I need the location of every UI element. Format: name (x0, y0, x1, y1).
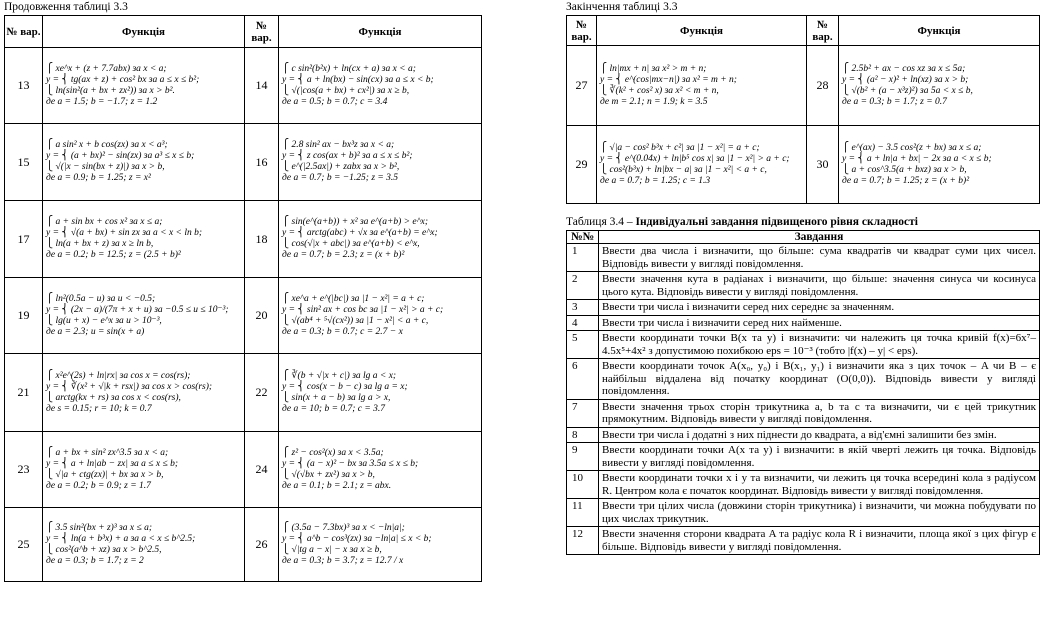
parameter-line: де a = 0.7; b = −1.25; z = 3.5 (282, 173, 399, 183)
formula-line: ⎧ √|a − cos² b³x + c²| за |1 − x²| = a + c; (600, 142, 760, 153)
variant-row (5, 124, 482, 201)
header-function: Функція (839, 16, 1040, 46)
variant-function (279, 508, 482, 582)
formula-line: ⎧ a sin² x + b cos(zx) за x < a³; (46, 140, 168, 150)
formula-line: ⎩ lg(u + x) − e^x за u > 10⁻³, (46, 315, 162, 326)
header-num: № вар. (245, 16, 279, 48)
formula-line: y = ⎨ a + ln|a + bx| − 2x за a < x ≤ b; (842, 153, 992, 164)
parameter-line: де a = 0.3; b = 3.7; z = 12.7 / x (282, 555, 404, 566)
variant-number: 26 (245, 508, 279, 582)
variant-function (279, 48, 482, 124)
formula-line: y = ⎨ ∛(x² + √|k + rsx|) за cos x > cos(rs); (46, 381, 213, 392)
header-num: № вар. (5, 16, 43, 48)
table-header-row (567, 16, 1040, 46)
formula-line: y = ⎨ (2x − a)/(7π + x + u) за −0.5 ≤ u ≤ 10⁻³; (46, 304, 229, 315)
parameter-line: де m = 2.1; n = 1.9; k = 3.5 (600, 96, 708, 107)
formula-line: ⎧ ∛(b + √|x + c|) за lg a < x; (282, 370, 397, 381)
variant-function (279, 432, 482, 508)
parameter-line: де s = 0.15; r = 10; k = 0.7 (46, 403, 152, 414)
formula-line: ⎩ e^(|2.5ax|) + zabx за x > b², (282, 162, 400, 172)
task-row (567, 244, 1040, 272)
task-number: 12 (567, 527, 599, 555)
tasks-header-num: №№ (567, 231, 599, 244)
formula-line: ⎧ 2.8 sin² ax − bx³z за x < a; (282, 140, 395, 150)
formula-line: y = ⎨ sin² ax + cos bc за |1 − x²| > a + c; (282, 304, 444, 315)
formula-line: y = ⎨ a + ln|ab − zx| за a ≤ x ≤ b; (46, 458, 178, 469)
formula-line: ⎧ e^(ax) − 3.5 cos²(z + bx) за x ≤ a; (842, 142, 982, 153)
variant-row (5, 508, 482, 582)
task-number: 4 (567, 315, 599, 331)
left-page (4, 0, 482, 582)
task-text: Ввести значення трьох сторін трикутника a, b та c та визначити, чи є цей трикутник прямокутним. Відповідь вивести у вигляді повідомлення. (599, 399, 1040, 427)
variant-function (279, 201, 482, 278)
variant-number: 13 (5, 48, 43, 124)
parameter-line: де a = 0.2; b = 0.9; z = 1.7 (46, 480, 151, 491)
formula-line: ⎩ sin(x + a − b) за lg a > x, (282, 392, 391, 403)
formula-line: ⎧ ln²(0.5a − u) за u < −0.5; (46, 293, 156, 304)
formula-line: ⎧ xe^x + (z + 7.7abx) за x < a; (46, 63, 167, 74)
variant-number: 14 (245, 48, 279, 124)
formula-line: y = ⎨ e^(0.04x) + ln|b⁵ cos x| за |1 − x²| > a + c; (600, 153, 790, 164)
task-row (567, 331, 1040, 359)
task-number: 2 (567, 272, 599, 300)
formula-line: ⎧ ln|mx + n| за x² > m + n; (600, 63, 707, 74)
task-text: Ввести три цілих числа (довжини сторін трикутника) і визначити, чи можна побудувати по цих числах трикутник. (599, 499, 1040, 527)
parameter-line: де a = 0.9; b = 1.25; z = x² (46, 173, 151, 183)
parameter-line: де a = 10; b = 0.7; c = 3.7 (282, 403, 386, 414)
task-text: Ввести координати точки x i y та визначити, чи лежить ця точка всередині кола з радіусом R. Центром кола є початок координат. Відповідь вивести у вигляді повідомлення. (599, 471, 1040, 499)
task-text: Ввести три числа і визначити серед них середнє за значенням. (599, 300, 1040, 316)
variant-function (43, 508, 245, 582)
variant-function (43, 354, 245, 432)
formula-line: y = ⎨ (a + bx)² − sin(zx) за a³ ≤ x ≤ b; (46, 151, 195, 161)
variant-number: 28 (807, 46, 839, 126)
variant-row (5, 48, 482, 124)
parameter-line: де a = 0.3; b = 1.7; z = 0.7 (842, 96, 947, 107)
task-text: Ввести значення сторони квадрата A та радіус кола R і визначити, площа якої з цих фігур є більше. Відповідь вивести у вигляді повідомлення. (599, 527, 1040, 555)
formula-line: ⎩ a + cos^3.5(a + bxz) за x > b, (842, 164, 967, 175)
formula-line: ⎧ c sin²(b²x) + ln(cx + a) за x < a; (282, 63, 416, 74)
header-function: Функція (597, 16, 807, 46)
caption-title: Індивідуальні завдання підвищеного рівня складності (635, 216, 918, 228)
tasks-header-task: Завдання (599, 231, 1040, 244)
parameter-line: де a = 0.1; b = 2.1; z = abx. (282, 480, 392, 491)
task-number: 1 (567, 244, 599, 272)
variant-number: 22 (245, 354, 279, 432)
task-text: Ввести координати точок A(x₀, y₀) і B(x₁, y₁) і визначити яка з цих точок – A чи B – є найбільш віддалена від початку координат (O(0,0)). Відповідь вивести у вигляді повідомлення. (599, 359, 1040, 400)
task-row (567, 315, 1040, 331)
formula-line: y = ⎨ √(a + bx) + sin zx за a < x < ln b; (46, 228, 203, 238)
variants-table-left (4, 15, 482, 582)
variant-number: 21 (5, 354, 43, 432)
variant-number: 20 (245, 278, 279, 354)
right-page (566, 0, 1040, 555)
variant-function (43, 278, 245, 354)
parameter-line: де a = 0.2; b = 12.5; z = (2.5 + b)² (46, 250, 181, 260)
variants-table-right (566, 15, 1040, 204)
variant-function (43, 201, 245, 278)
task-row (567, 499, 1040, 527)
header-function: Функція (279, 16, 482, 48)
formula-line: y = ⎨ e^(cos|mx−n|) за x² = m + n; (600, 74, 737, 85)
formula-line: ⎧ z² − cos²(x) за x < 3.5a; (282, 447, 384, 458)
table-header-row (5, 16, 482, 48)
variant-number: 15 (5, 124, 43, 201)
formula-line: ⎩ √|a + ctg(zx)| + bx за x > b, (46, 469, 164, 480)
variant-function (279, 354, 482, 432)
formula-line: ⎧ xe^a + e^(|bc|) за |1 − x²| = a + c; (282, 293, 425, 304)
task-row (567, 359, 1040, 400)
formula-line: y = ⎨ tg(ax + z) + cos² bx за a ≤ x ≤ b²; (46, 74, 200, 85)
parameter-line: де a = 0.7; b = 2.3; z = (x + b)² (282, 250, 405, 260)
parameter-line: де a = 0.3; b = 1.7; z = 2 (46, 555, 144, 566)
formula-line: y = ⎨ a^b − cos³(zx) за −ln|a| ≤ x < b; (282, 533, 432, 544)
formula-line: ⎧ (3.5a − 7.3bx)³ за x < −ln|a|; (282, 522, 405, 533)
parameter-line: де a = 0.7; b = 1.25; z = (x + b)² (842, 175, 970, 186)
task-row (567, 399, 1040, 427)
task-text: Ввести координати точки B(x та y) і визначити: чи належить ця точка кривій f(x)=6x⁷–4.5x⁵+4x² з допустимою похибкою eps = 10⁻³ (тобто |f(x) – y| < eps). (599, 331, 1040, 359)
formula-line: y = ⎨ (a − x)² − bx за 3.5a ≤ x ≤ b; (282, 458, 419, 469)
task-number: 9 (567, 443, 599, 471)
formula-line: ⎩ ∛(k² + cos² x) за x² < m + n, (600, 85, 719, 96)
parameter-line: де a = 0.7; b = 1.25; c = 1.3 (600, 175, 711, 186)
table-end-caption: Закінчення таблиці 3.3 (566, 1, 678, 13)
formula-line: ⎧ x²e^(2s) + ln|rx| за cos x = cos(rs); (46, 370, 191, 381)
task-row (567, 443, 1040, 471)
variant-number: 24 (245, 432, 279, 508)
parameter-line: де a = 2.3; u = sin(x + a) (46, 326, 145, 337)
formula-line: ⎩ ln(a + bx + z) за x ≥ ln b, (46, 239, 154, 249)
task-number: 6 (567, 359, 599, 400)
tasks-header-row (567, 231, 1040, 244)
task-row (567, 300, 1040, 316)
formula-line: ⎩ √(|x − sin(bx + z)|) за x > b, (46, 162, 165, 172)
task-number: 3 (567, 300, 599, 316)
formula-line: ⎩ √|tg a − x| − x за x ≥ b, (282, 544, 382, 555)
variant-number: 27 (567, 46, 597, 126)
formula-line: ⎩ ln(sin²(a + bx + zx²)) за x > b². (46, 85, 175, 96)
formula-line: ⎧ 2.5b² + ax − cos xz за x ≤ 5a; (842, 63, 966, 74)
formula-line: y = ⎨ arctg(abc) + √x за e^(a+b) = e^x; (282, 228, 438, 238)
formula-line: ⎧ a + sin bx + cos x² за x ≤ a; (46, 217, 163, 227)
formula-line: ⎩ cos²(b³x) + ln|bx − a| за |1 − x²| < a + c, (600, 164, 767, 175)
task-number: 10 (567, 471, 599, 499)
variant-number: 30 (807, 126, 839, 204)
task-row (567, 471, 1040, 499)
task-row (567, 527, 1040, 555)
task-row (567, 427, 1040, 443)
tasks-table (566, 230, 1040, 555)
variant-function (43, 48, 245, 124)
formula-line: ⎩ cos(√|x + abc|) за e^(a+b) < e^x, (282, 239, 420, 249)
variant-number: 23 (5, 432, 43, 508)
variant-row (5, 354, 482, 432)
variant-function (839, 46, 1040, 126)
parameter-line: де a = 0.3; b = 0.7; c = 2.7 − x (282, 326, 403, 337)
variant-number: 16 (245, 124, 279, 201)
variant-number: 19 (5, 278, 43, 354)
formula-line: y = ⎨ (a² − x)² + ln(xz) за x > b; (842, 74, 969, 85)
variant-row (5, 432, 482, 508)
task-text: Ввести координати точки A(x та y) і визначити: в якій чверті лежить ця точка. Відповідь вивести у вигляді повідомлення. (599, 443, 1040, 471)
task-text: Ввести три числа і визначити серед них найменше. (599, 315, 1040, 331)
variant-row (5, 278, 482, 354)
caption-prefix: Таблиця 3.4 – (566, 216, 636, 228)
variant-function (279, 278, 482, 354)
task-number: 5 (567, 331, 599, 359)
parameter-line: де a = 1.5; b = −1.7; z = 1.2 (46, 96, 158, 107)
formula-line: ⎩ √(b² + (a − x³z)²) за 5a < x ≤ b, (842, 85, 973, 96)
task-row (567, 272, 1040, 300)
formula-line: ⎧ a + bx + sin² zx^3.5 за x < a; (46, 447, 169, 458)
header-num: № вар. (567, 16, 597, 46)
variant-function (597, 46, 807, 126)
task-number: 7 (567, 399, 599, 427)
task-text: Ввести три числа і додатні з них піднести до квадрата, а від'ємні залишити без змін. (599, 427, 1040, 443)
formula-line: ⎩ cos²(a^b + xz) за x > b^2.5, (46, 544, 162, 555)
formula-line: y = ⎨ a + ln(bx) − sin(cx) за a ≤ x < b; (282, 74, 434, 85)
parameter-line: де a = 0.5; b = 0.7; c = 3.4 (282, 96, 388, 107)
variant-function (43, 124, 245, 201)
variant-number: 18 (245, 201, 279, 278)
formula-line: y = ⎨ cos(x − b − c) за lg a = x; (282, 381, 408, 392)
task-number: 11 (567, 499, 599, 527)
variant-function (839, 126, 1040, 204)
formula-line: ⎩ √(ab⁴ + ⁵√(cx²)) за |1 − x²| < a + c, (282, 315, 429, 326)
formula-line: ⎩ √(√bx + zx²) за x > b, (282, 469, 375, 480)
formula-line: ⎩ √(|cos(a + bx) + cx²|) за x ≥ b, (282, 85, 410, 96)
variant-function (597, 126, 807, 204)
variant-number: 25 (5, 508, 43, 582)
formula-line: ⎧ sin(e^(a+b)) + x² за e^(a+b) > e^x; (282, 217, 429, 227)
task-text: Ввести значення кута в радіанах і визначити, що більше: значення синуса чи косинуса цього кута. Відповідь вивести у вигляді повідомлення. (599, 272, 1040, 300)
variant-row (567, 46, 1040, 126)
table-3-4-caption (566, 214, 1040, 230)
header-num: № вар. (807, 16, 839, 46)
table-continuation-caption: Продовження таблиці 3.3 (4, 1, 128, 13)
formula-line: y = ⎨ ln(a + b³x) + a за a < x ≤ b^2.5; (46, 533, 196, 544)
formula-line: ⎧ 3.5 sin²(bx + z)³ за x ≤ a; (46, 522, 152, 533)
variant-row (5, 201, 482, 278)
task-number: 8 (567, 427, 599, 443)
variant-row (567, 126, 1040, 204)
variant-number: 17 (5, 201, 43, 278)
variant-function (43, 432, 245, 508)
header-function: Функція (43, 16, 245, 48)
task-text: Ввести два числа і визначити, що більше: сума квадратів чи квадрат суми цих чисел. Відповідь вивести у вигляді повідомлення. (599, 244, 1040, 272)
formula-line: y = ⎨ z cos(ax + b)² за a ≤ x ≤ b²; (282, 151, 413, 161)
variant-function (279, 124, 482, 201)
variant-number: 29 (567, 126, 597, 204)
formula-line: ⎩ arctg(kx + rs) за cos x < cos(rs), (46, 392, 181, 403)
